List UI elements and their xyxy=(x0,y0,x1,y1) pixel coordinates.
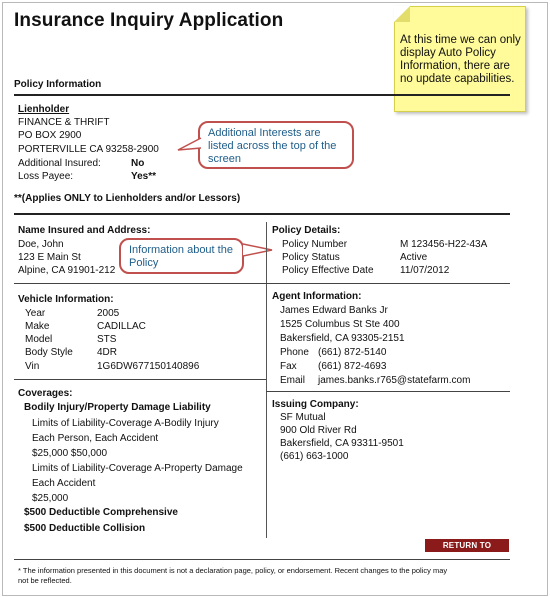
footer-disclaimer-line: * The information presented in this document is not a declaration page, policy, or endorsement. Recent changes to the policy may xyxy=(18,566,448,575)
agent-heading: Agent Information: xyxy=(272,291,362,302)
callout-pointer xyxy=(242,240,274,262)
callout-additional-interests: Additional Interests are listed across the top of the screen xyxy=(198,121,354,169)
divider xyxy=(14,559,510,560)
sticky-note-text: At this time we can only display Auto Policy Information, there are no update capabilities. xyxy=(400,34,521,85)
issuing-company-line: Bakersfield, CA 93311-9501 xyxy=(280,438,404,449)
agent-address-line: 1525 Columbus St Ste 400 xyxy=(280,319,400,330)
callout-policy-info: Information about the Policy xyxy=(119,238,244,274)
callout-pointer xyxy=(176,136,202,156)
footer-disclaimer-line: not be reflected. xyxy=(18,576,72,585)
vehicle-heading: Vehicle Information: xyxy=(18,294,114,305)
policy-status-label: Policy Status xyxy=(282,252,340,263)
insured-line: 123 E Main St xyxy=(18,252,81,263)
vehicle-model-value: STS xyxy=(97,334,117,345)
vehicle-year-value: 2005 xyxy=(97,308,120,319)
insured-line: Doe, John xyxy=(18,239,64,250)
lienholder-line: PO BOX 2900 xyxy=(18,130,82,141)
coverage-line: $25,000 xyxy=(32,493,69,504)
agent-fax: (661) 872-4693 xyxy=(318,361,387,372)
applies-note: **(Applies ONLY to Lienholders and/or Lessors) xyxy=(14,193,241,204)
agent-phone: (661) 872-5140 xyxy=(318,347,387,358)
agent-fax-label: Fax xyxy=(280,361,297,372)
bodily-injury-heading: Bodily Injury/Property Damage Liability xyxy=(24,402,211,413)
vehicle-make-value: CADILLAC xyxy=(97,321,146,332)
vehicle-model-label: Model xyxy=(25,334,53,345)
policy-effective-date-label: Policy Effective Date xyxy=(282,265,374,276)
loss-payee-label: Loss Payee: xyxy=(18,171,74,182)
agent-address-line: Bakersfield, CA 93305-2151 xyxy=(280,333,405,344)
policy-effective-date-value: 11/07/2012 xyxy=(400,265,450,276)
coverages-heading: Coverages: xyxy=(18,388,73,399)
divider xyxy=(14,283,510,284)
sticky-note-fold xyxy=(394,6,410,22)
additional-insured-label: Additional Insured: xyxy=(18,158,101,169)
page-title: Insurance Inquiry Application xyxy=(14,10,284,31)
lienholder-line: PORTERVILLE CA 93258-2900 xyxy=(18,144,159,155)
column-divider xyxy=(266,222,267,538)
policy-information-heading: Policy Information xyxy=(14,79,102,90)
agent-phone-label: Phone xyxy=(280,347,309,358)
lienholder-heading: Lienholder xyxy=(18,104,70,115)
coverage-line: $25,000 $50,000 xyxy=(32,448,108,459)
collision-deductible: $500 Deductible Collision xyxy=(24,523,146,534)
divider xyxy=(266,391,510,392)
divider xyxy=(14,213,510,215)
lienholder-line: FINANCE & THRIFT xyxy=(18,117,110,128)
vehicle-vin-value: 1G6DW677150140896 xyxy=(97,361,200,372)
agent-email-label: Email xyxy=(280,375,306,386)
insured-heading: Name Insured and Address: xyxy=(18,225,151,236)
divider xyxy=(14,94,510,96)
coverage-line: Limits of Liability-Coverage A-Bodily Injury xyxy=(32,418,219,429)
issuing-company-heading: Issuing Company: xyxy=(272,399,359,410)
coverage-line: Limits of Liability-Coverage A-Property Damage xyxy=(32,463,243,474)
divider xyxy=(14,379,266,380)
agent-email: james.banks.r765@statefarm.com xyxy=(318,375,471,386)
loss-payee-value: Yes** xyxy=(131,171,157,182)
issuing-company-line: 900 Old River Rd xyxy=(280,425,357,436)
coverage-line: Each Person, Each Accident xyxy=(32,433,159,444)
vehicle-make-label: Make xyxy=(25,321,50,332)
sticky-note xyxy=(394,6,526,112)
policy-status-value: Active xyxy=(400,252,428,263)
policy-number-label: Policy Number xyxy=(282,239,348,250)
issuing-company-line: (661) 663-1000 xyxy=(280,451,349,462)
policy-number-value: M 123456-H22-43A xyxy=(400,239,488,250)
insured-line: Alpine, CA 91901-212 xyxy=(18,265,116,276)
issuing-company-line: SF Mutual xyxy=(280,412,326,423)
comprehensive-deductible: $500 Deductible Comprehensive xyxy=(24,507,178,518)
additional-insured-value: No xyxy=(131,158,145,169)
vehicle-year-label: Year xyxy=(25,308,46,319)
return-to-search-button[interactable]: RETURN TO SEARCH xyxy=(425,539,509,552)
vehicle-body-style-value: 4DR xyxy=(97,347,118,358)
coverage-line: Each Accident xyxy=(32,478,96,489)
agent-name: James Edward Banks Jr xyxy=(280,305,388,316)
policy-details-heading: Policy Details: xyxy=(272,225,341,236)
vehicle-body-style-label: Body Style xyxy=(25,347,73,358)
vehicle-vin-label: Vin xyxy=(25,361,40,372)
